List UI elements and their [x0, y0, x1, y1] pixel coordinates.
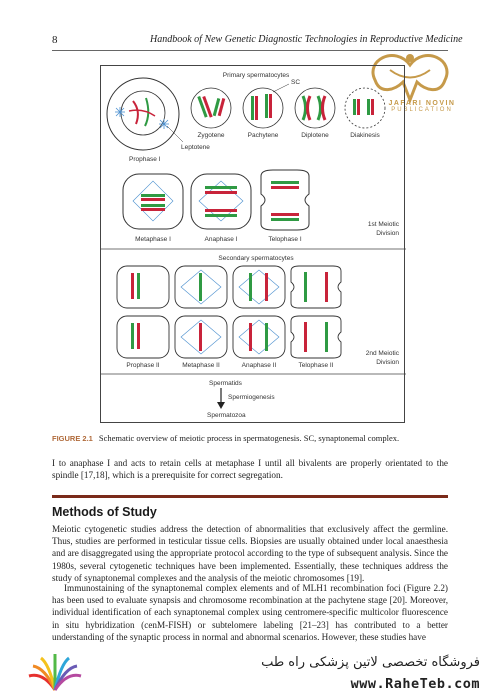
label-division-2-line2: Division	[376, 359, 399, 366]
figure-caption	[52, 433, 448, 443]
paragraph-1: Meiotic cytogenetic studies address the detection of abnormalities that exclusively affect the germline. Thus, studies are performed in testicular tissue cells. Biopsies are usually obtained under local anaesthesia and are disaggregated using the appropriate protocol according to the type of subsequent analysis. Since the 1980s, several cytogenetic techniques have been implemented. Essentially, these techniques address the study of synaptonemal complexes and the analysis of the meiotic chromosomes [19].	[52, 524, 448, 583]
primary-spermatocytes-title: Primary spermatocytes	[222, 72, 290, 79]
figure-caption-text: Schematic overview of meiotic process in spermatogenesis. SC, synaptonemal complex.	[98, 433, 400, 443]
centrosome-left	[115, 107, 125, 117]
running-header: Handbook of New Genetic Diagnostic Technologies in Reproductive Medicine	[150, 34, 463, 45]
label-prophase-1: Prophase I	[129, 156, 161, 163]
figure-label: FIGURE 2.1	[52, 434, 93, 443]
label-metaphase-2: Metaphase II	[182, 362, 220, 369]
section-heading: Methods of Study	[52, 505, 157, 519]
publisher-name: JAFARI NOVIN PUBLICATION	[388, 100, 456, 113]
secondary-cells-row-1	[117, 266, 341, 308]
label-spermatozoa: Spermatozoa	[207, 412, 246, 419]
paragraph-continued: I to anaphase I and acts to retain cells at metaphase I until all bivalents are properly orientated to the spindle [17,18], which is a prerequisite for correct segregation.	[52, 458, 448, 481]
label-division-1-line1: 1st Meiotic	[367, 221, 399, 228]
meiosis-figure	[100, 65, 405, 423]
label-diakinesis: Diakinesis	[350, 132, 380, 139]
centrosome-right	[159, 119, 169, 129]
label-sc: SC	[291, 79, 301, 86]
label-spermatids: Spermatids	[209, 380, 242, 387]
paragraph-2: Immunostaining of the synaptonemal complex elements and of MLH1 recombination foci (Figure 2.2) has been used to evaluate synapsis and chromosome recombination at the pachytene stage [20]. Moreover, individual identification of each synaptonemal complex using centromere-specific multicolor fluorescence in situ hybridization (cenM-FISH) or subtelomere labeling [21–23] has contributed to a better understanding of the synaptic process in normal and abnormal scenarios. However, these studies have	[52, 583, 448, 642]
rainbow-book-icon	[25, 652, 85, 694]
section-rule	[52, 495, 448, 498]
label-division-2-line1: 2nd Meiotic	[365, 350, 399, 357]
label-division-1-line2: Division	[376, 230, 399, 237]
label-anaphase-1: Anaphase I	[204, 236, 238, 243]
label-diplotene: Diplotene	[301, 132, 329, 139]
meiosis-diagram	[101, 66, 406, 424]
label-telophase-2: Telophase II	[298, 362, 334, 369]
label-pachytene: Pachytene	[247, 132, 279, 139]
label-telophase-1: Telophase I	[268, 236, 302, 243]
footer-store-name: فروشگاه تخصصی لاتین پزشکی راه طب	[261, 655, 480, 670]
page-number: 8	[52, 34, 58, 46]
label-spermiogenesis: Spermiogenesis	[228, 394, 275, 401]
label-anaphase-2: Anaphase II	[241, 362, 277, 369]
label-metaphase-1: Metaphase I	[135, 236, 171, 243]
label-leptotene: Leptotene	[181, 144, 210, 151]
secondary-cells-row-2	[117, 316, 341, 358]
label-zygotene: Zygotene	[197, 132, 225, 139]
leptotene-chromosomes	[129, 98, 155, 126]
secondary-spermatocytes-title: Secondary spermatocytes	[218, 255, 294, 262]
footer-url[interactable]: www.RaheTeb.com	[350, 676, 480, 692]
label-prophase-2: Prophase II	[126, 362, 160, 369]
